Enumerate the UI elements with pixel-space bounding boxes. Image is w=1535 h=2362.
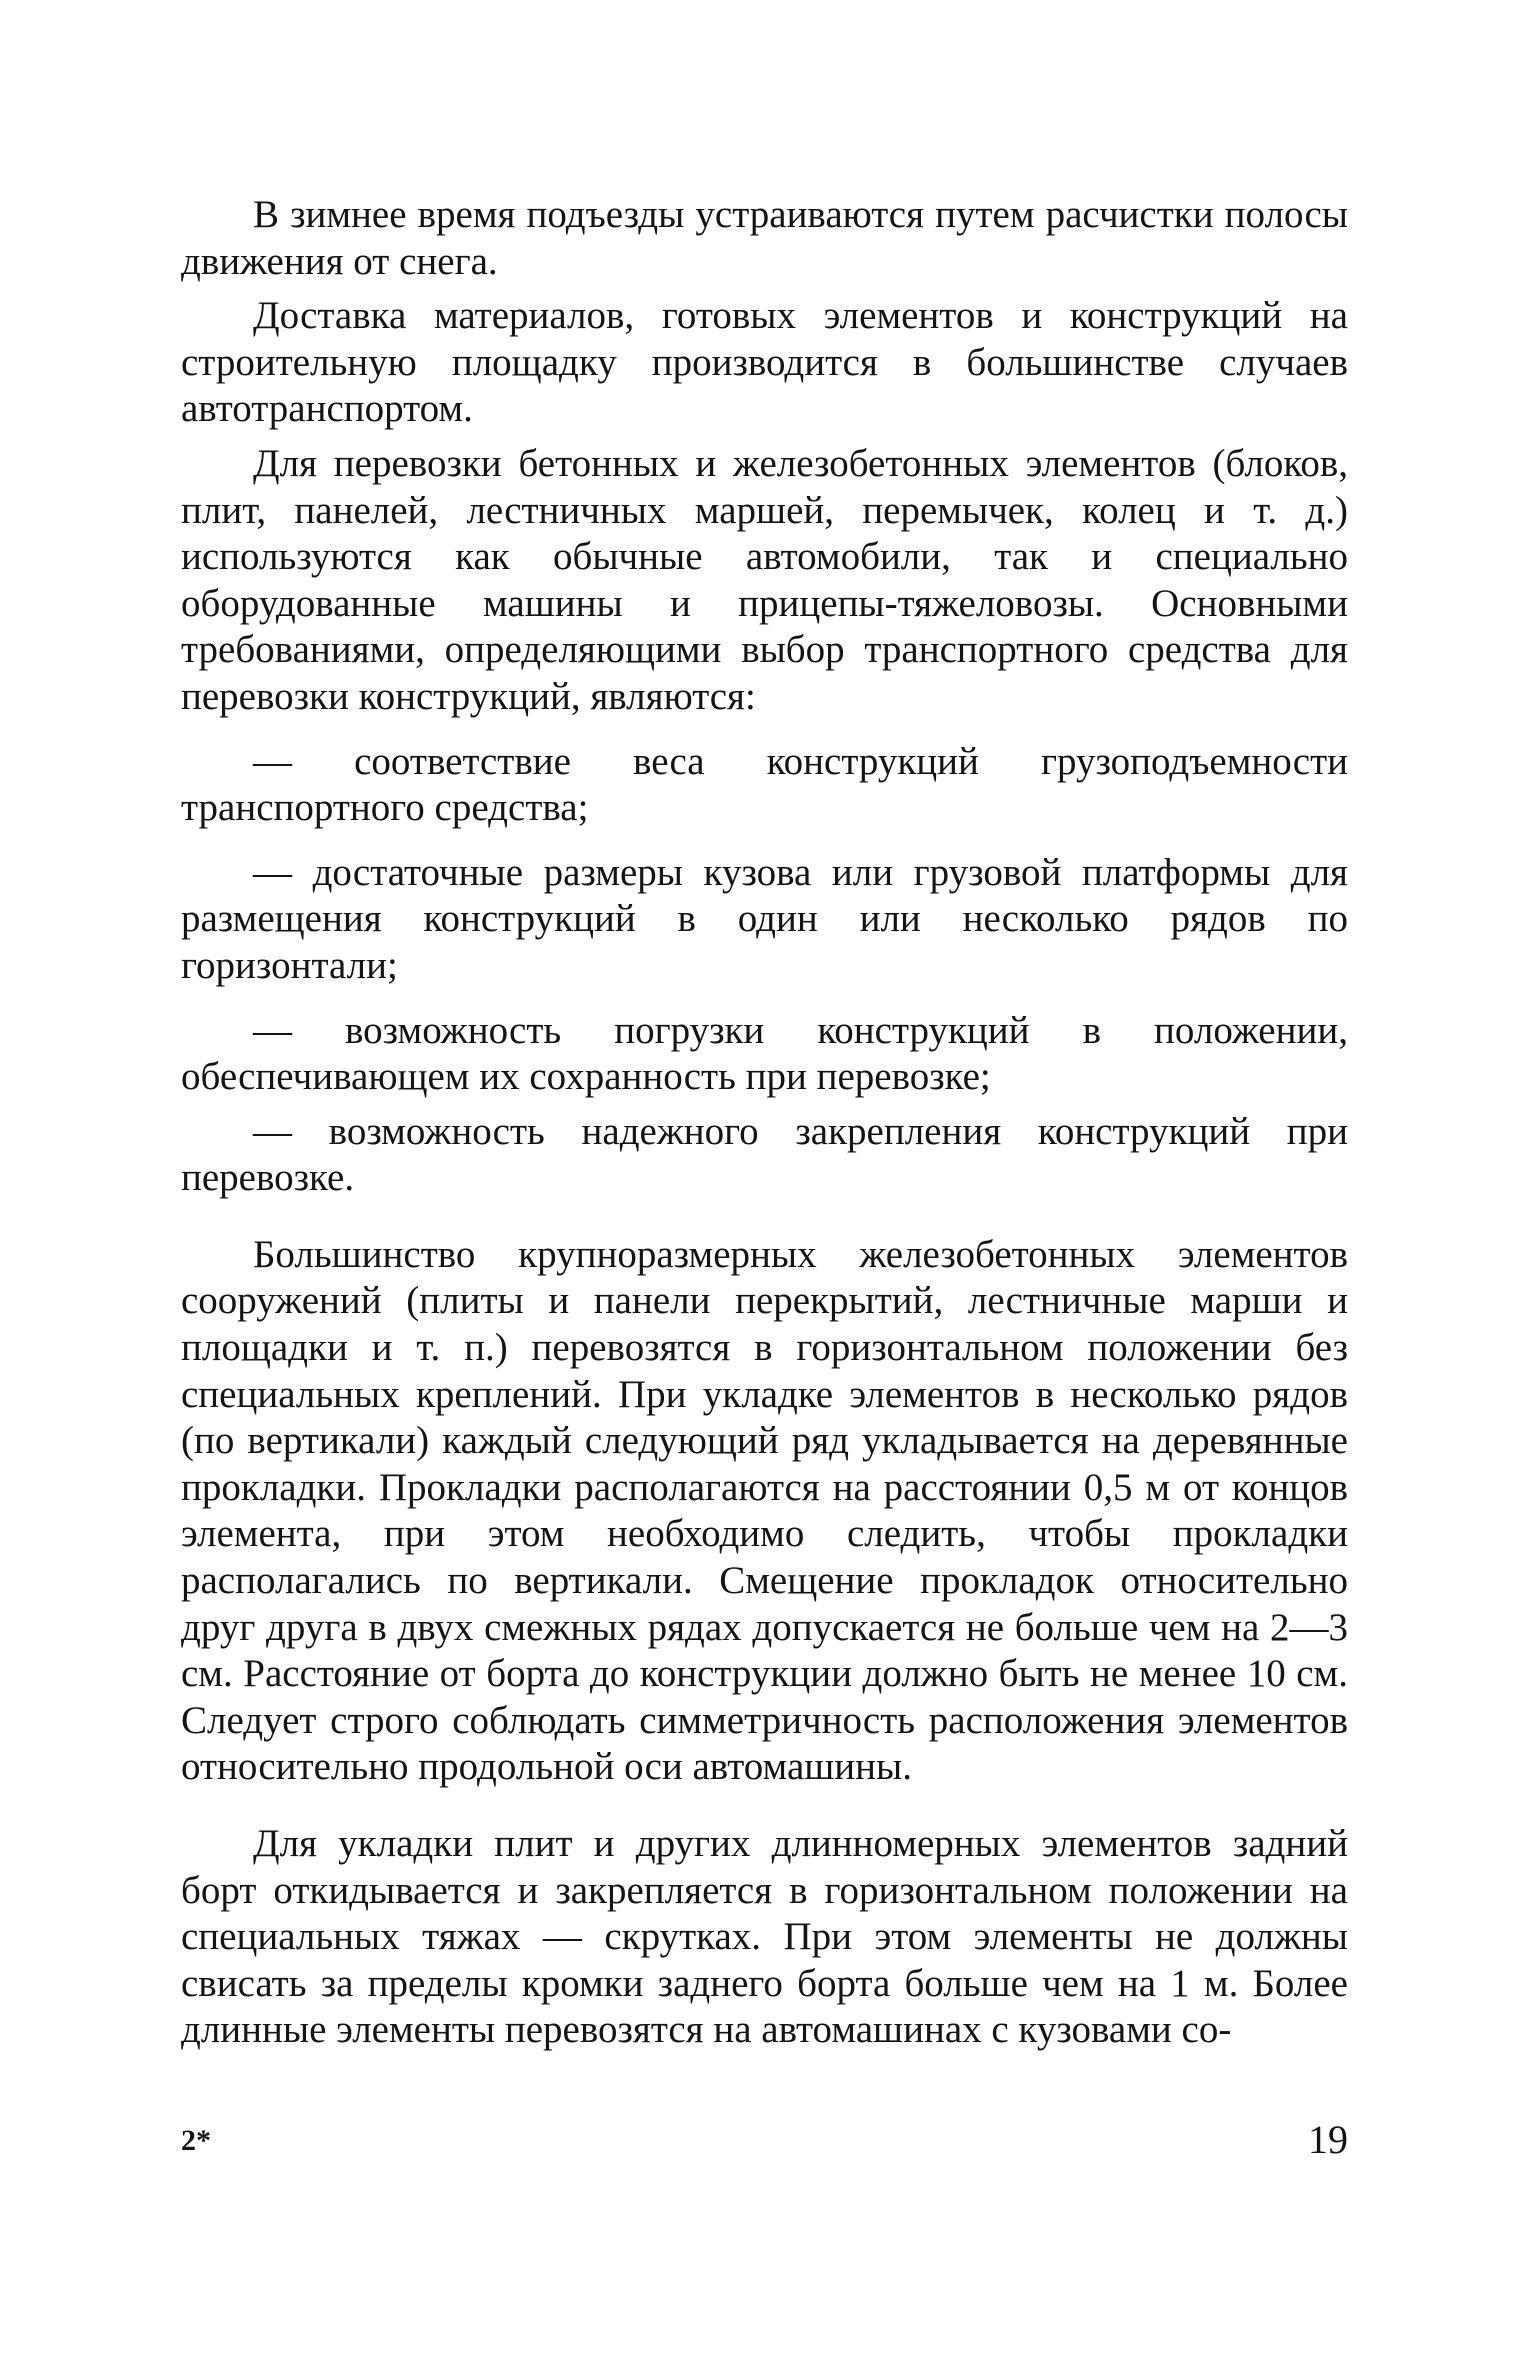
list-item-weight: — соответствие веса конструкций грузоподъемности транспортного средства; [181,739,1348,830]
paragraph-large-elements: Большинство крупноразмерных железобетонных элементов сооружений (плиты и панели перекрытий, лестничные марши и площадки и т. п.) перевозятся в горизонтальном положении без специальных креплений. При укладке элементов в несколько рядов (по вертикали) каждый следующий ряд укладывается на деревянные прокладки. Прокладки располагаются на расстоянии 0,5 м от концов элемента, при этом необходимо следить, чтобы прокладки располагались по вертикали. Смещение прокладок относительно друг друга в двух смежных рядах допускается не больше чем на 2—3 см. Расстояние от борта до конструкции должно быть не менее 10 см. Следует строго соблюдать симметричность расположения элементов относительно продольной оси автомашины. [181,1232,1348,1789]
page-footer [181,2116,1348,2166]
paragraph-transport-requirements: Для перевозки бетонных и железобетонных элементов (блоков, плит, панелей, лестничных маршей, перемычек, колец и т. д.) используются как обычные автомобили, так и специально оборудованные машины и прицепы-тяжеловозы. Основными требованиями, определяющими выбор транспортного средства для перевозки конструкций, являются: [181,441,1348,718]
paragraph-long-elements: Для укладки плит и других длинномерных элементов задний борт откидывается и закрепляется в горизонтальном положении на специальных тяжах — скрутках. При этом элементы не должны свисать за пределы кромки заднего борта больше чем на 1 м. Более длинные элементы перевозятся на автомашинах с кузовами со- [181,1822,1348,2052]
list-item-body-size: — достаточные размеры кузова или грузовой платформы для размещения конструкций в один или несколько рядов по горизонтали; [181,850,1348,987]
page-number: 19 [1308,2117,1348,2162]
page-body [181,192,1348,2054]
list-item-fastening: — возможность надежного закрепления конструкций при перевозке. [181,1109,1348,1200]
printer-signature: 2* [181,2124,211,2157]
list-item-loading: — возможность погрузки конструкций в положении, обеспечивающем их сохранность при перевозке; [181,1008,1348,1099]
paragraph-winter-access: В зимнее время подъезды устраиваются путем расчистки полосы движения от снега. [181,193,1348,283]
paragraph-material-delivery: Доставка материалов, готовых элементов и конструкций на строительную площадку производится в большинстве случаев автотранспортом. [181,294,1348,431]
